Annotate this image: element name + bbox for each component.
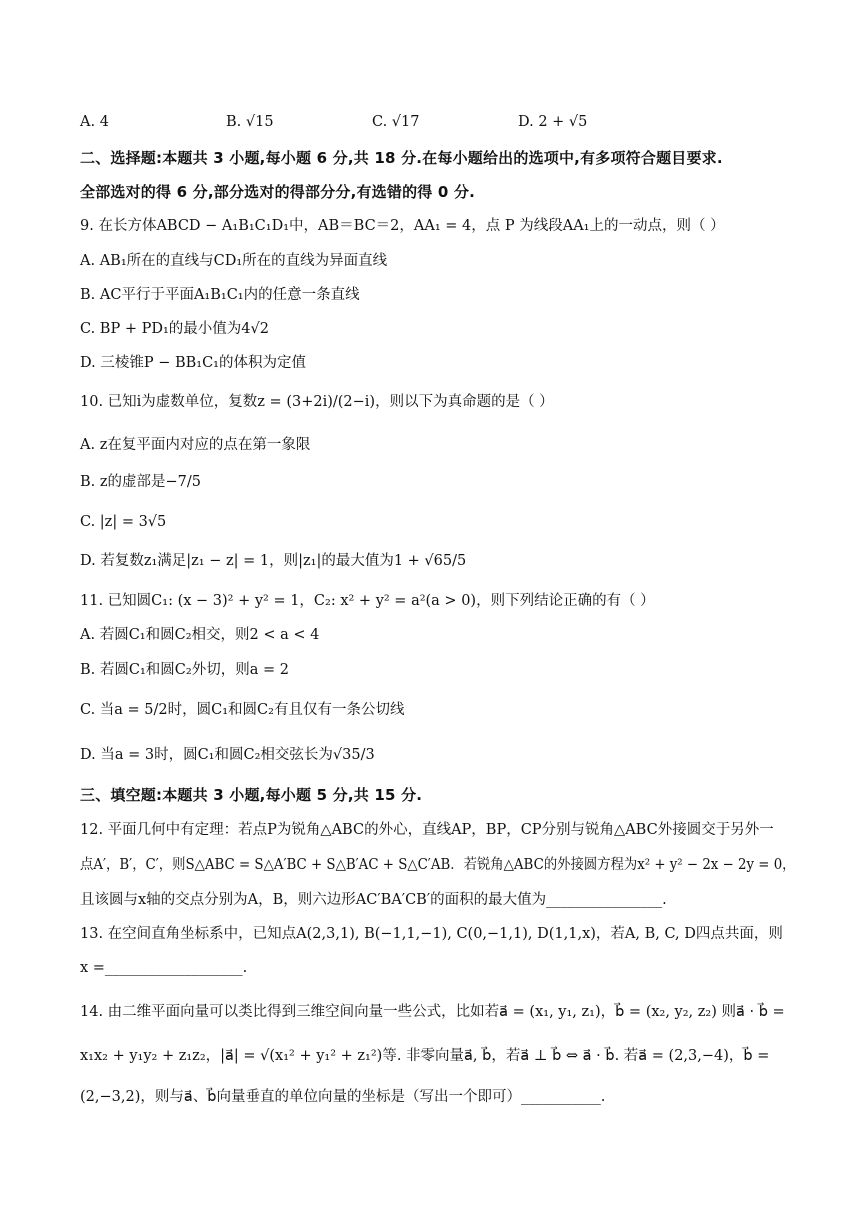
q8-option-b: B. √15 (226, 114, 274, 130)
q12-line2: 点A′，B′，C′，则S△ABC = S△A′BC + S△B′AC + S△C′AB．若锐角△ABC的外接圆方程为x² + y² − 2x − 2y = 0， (80, 857, 796, 873)
q9-stem: 9. 在长方体ABCD − A₁B₁C₁D₁中，AB＝BC＝2，AA₁ = 4，点 P 为线段AA₁上的一动点，则（ ） (80, 218, 725, 234)
q9-option-b: B. AC平行于平面A₁B₁C₁内的任意一条直线 (80, 287, 360, 303)
q14-line3: (2,−3,2)，则与a⃗、b⃗向量垂直的单位向量的坐标是（写出一个即可）___________. (80, 1089, 606, 1105)
section2-header-line1: 二、选择题:本题共 3 小题,每小题 6 分,共 18 分.在每小题给出的选项中,有多项符合题目要求. (80, 149, 723, 167)
q11-option-d: D. 当a = 3时，圆C₁和圆C₂相交弦长为√35/3 (80, 747, 375, 763)
q11-option-c: C. 当a = 5/2时，圆C₁和圆C₂有且仅有一条公切线 (80, 702, 405, 718)
q10-stem: 10. 已知i为虚数单位，复数z = (3+2i)/(2−i)，则以下为真命题的是（ ） (80, 394, 554, 410)
q10-option-b: B. z的虚部是−7/5 (80, 474, 201, 490)
q13-line2: x =___________________. (80, 960, 248, 976)
q14-line1: 14. 由二维平面向量可以类比得到三维空间向量一些公式，比如若a⃗ = (x₁, y₁, z₁)，b⃗ = (x₂, y₂, z₂) 则a⃗ · b⃗ = (80, 1004, 785, 1020)
q12-line3: 且该圆与x轴的交点分别为A，B，则六边形AC′BA′CB′的面积的最大值为________________. (80, 892, 667, 908)
q11-option-b: B. 若圆C₁和圆C₂外切，则a = 2 (80, 662, 289, 678)
q10-option-a: A. z在复平面内对应的点在第一象限 (80, 437, 311, 453)
q10-option-c: C. |z| = 3√5 (80, 514, 167, 530)
section3-header: 三、填空题:本题共 3 小题,每小题 5 分,共 15 分. (80, 786, 423, 804)
q9-option-d: D. 三棱锥P − BB₁C₁的体积为定值 (80, 355, 306, 371)
q11-stem: 11. 已知圆C₁: (x − 3)² + y² = 1，C₂: x² + y² = a²(a > 0)，则下列结论正确的有（ ） (80, 593, 655, 609)
q13-line1: 13. 在空间直角坐标系中，已知点A(2,3,1), B(−1,1,−1), C(0,−1,1), D(1,1,x)，若A, B, C, D四点共面，则 (80, 926, 783, 942)
q14-line2: x₁x₂ + y₁y₂ + z₁z₂，|a⃗| = √(x₁² + y₁² + z₁²)等. 非零向量a⃗, b⃗，若a⃗ ⊥ b⃗ ⇔ a⃗ · b⃗. 若a⃗ = (2,3,−4)，b⃗ = (80, 1048, 770, 1064)
q12-line1: 12. 平面几何中有定理：若点P为锐角△ABC的外心，直线AP，BP，CP分别与锐角△ABC外接圆交于另外一 (80, 822, 774, 838)
q10-option-d: D. 若复数z₁满足|z₁ − z| = 1，则|z₁|的最大值为1 + √65/5 (80, 553, 467, 569)
section2-header-line2: 全部选对的得 6 分,部分选对的得部分分,有选错的得 0 分. (80, 183, 476, 201)
q8-option-d: D. 2 + √5 (518, 114, 588, 130)
q11-option-a: A. 若圆C₁和圆C₂相交，则2 < a < 4 (80, 627, 320, 643)
q9-option-c: C. BP + PD₁的最小值为4√2 (80, 321, 269, 337)
q8-option-c: C. √17 (372, 114, 420, 130)
q9-option-a: A. AB₁所在的直线与CD₁所在的直线为异面直线 (80, 253, 388, 269)
q8-option-a: A. 4 (80, 114, 109, 130)
